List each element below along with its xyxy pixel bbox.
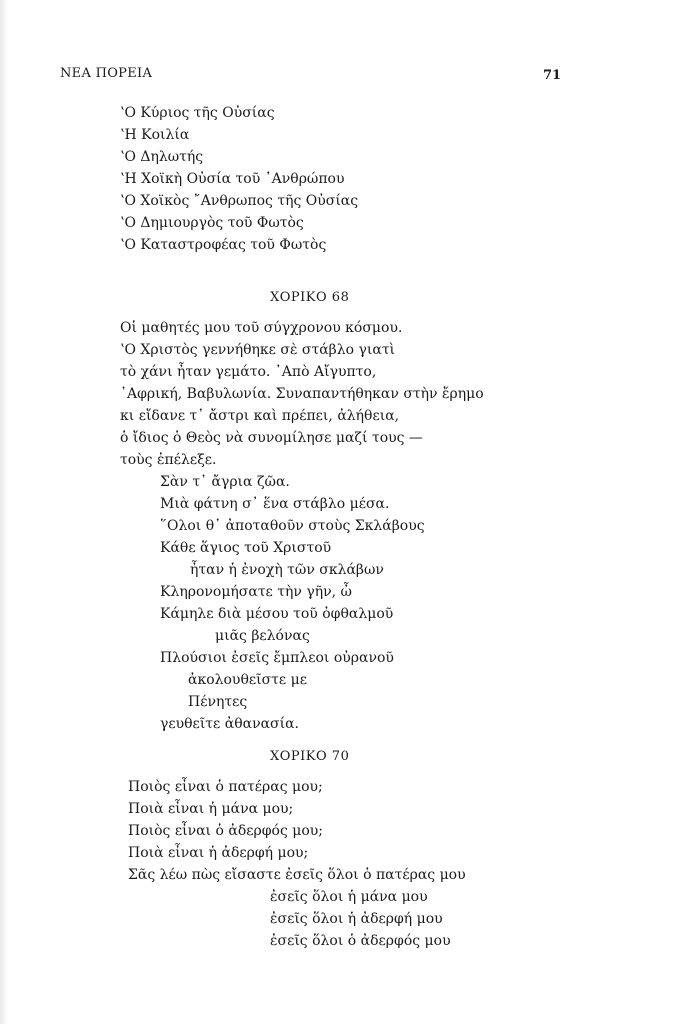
list-item: ʽΟ Δημιουργὸς τοῦ Φωτὸς <box>120 215 304 231</box>
section-heading: ΧΟΡΙΚΟ 70 <box>270 749 350 764</box>
prose-line: τὸ χάνι ἦταν γεμάτο. ᾿Απὸ Αἴγυπτο, <box>120 364 377 380</box>
verse-line: Πλούσιοι ἐσεῖς ἔμπλεοι οὐρανοῦ <box>160 650 394 666</box>
verse-line: ἐσεῖς ὅλοι ὁ ἀδερφός μου <box>270 933 451 949</box>
verse-line: γευθεῖτε ἀθανασία. <box>160 716 300 732</box>
verse-line: ἐσεῖς ὅλοι ἡ ἀδερφή μου <box>270 911 443 927</box>
verse-line: ἦταν ἡ ἐνοχὴ τῶν σκλάβων <box>190 562 384 578</box>
running-head: ΝΕΑ ΠΟΡΕΙΑ <box>60 66 153 81</box>
list-item: ʽΟ Δηλωτής <box>120 149 204 165</box>
page-edge-shadow <box>0 0 8 1024</box>
verse-line: Κάμηλε διὰ μέσου τοῦ ὀφθαλμοῦ <box>160 606 394 622</box>
verse-line: Ποιὰ εἶναι ἡ ἀδερφή μου; <box>128 845 309 861</box>
list-item: ʽΟ Χοϊκὸς ῎Ανθρωπος τῆς Οὐσίας <box>120 193 359 209</box>
verse-line: Μιὰ φάτνη σ᾿ ἕνα στάβλο μέσα. <box>160 496 390 512</box>
list-item: ʽΗ Χοϊκὴ Οὐσία τοῦ ᾿Ανθρώπου <box>120 171 345 187</box>
verse-line: Κληρονομήσατε τὴν γῆν, ὦ <box>160 584 352 600</box>
page-number: 71 <box>543 68 562 83</box>
prose-line: Οἱ μαθητές μου τοῦ σύγχρονου κόσμου. <box>120 320 403 336</box>
verse-line: Σὰν τ᾿ ἄγρια ζῶα. <box>160 474 290 490</box>
verse-line: ῞Ολοι θ᾿ ἀποταθοῦν στοὺς Σκλάβους <box>160 518 425 534</box>
verse-line: μιᾶς βελόνας <box>215 628 310 644</box>
verse-line: Ποιὰ εἶναι ἡ μάνα μου; <box>128 801 294 817</box>
prose-line: τοὺς ἐπέλεξε. <box>120 452 217 468</box>
prose-line: κι εἴδανε τ᾿ ἄστρι καὶ πρέπει, ἀλήθεια, <box>120 408 400 424</box>
prose-line: ᾿Αφρική, Βαβυλωνία. Συναπαντήθηκαν στὴν ἔρημο <box>120 386 484 402</box>
prose-line: ὁ ἴδιος ὁ Θεὸς νὰ συνομίλησε μαζί τους — <box>120 430 423 446</box>
verse-line: Κάθε ἅγιος τοῦ Χριστοῦ <box>160 540 332 556</box>
list-item: ʽΟ Κύριος τῆς Οὐσίας <box>120 105 275 121</box>
verse-line: Ποιὸς εἶναι ὁ ἀδερφός μου; <box>128 823 324 839</box>
verse-line: Ποιὸς εἶναι ὁ πατέρας μου; <box>128 779 323 795</box>
verse-line: Σᾶς λέω πὼς εἴσαστε ἐσεῖς ὅλοι ὁ πατέρας μου <box>128 867 466 883</box>
verse-line: ἐσεῖς ὅλοι ἡ μάνα μου <box>270 889 428 905</box>
verse-line: ἀκολουθεῖστε με <box>188 672 307 688</box>
list-item: ʽΟ Καταστροφέας τοῦ Φωτὸς <box>120 237 327 253</box>
section-heading: ΧΟΡΙΚΟ 68 <box>270 290 350 305</box>
prose-line: ʽΟ Χριστὸς γεννήθηκε σὲ στάβλο γιατὶ <box>120 342 396 358</box>
list-item: ʽΗ Κοιλία <box>120 127 190 143</box>
verse-line: Πένητες <box>188 694 248 710</box>
